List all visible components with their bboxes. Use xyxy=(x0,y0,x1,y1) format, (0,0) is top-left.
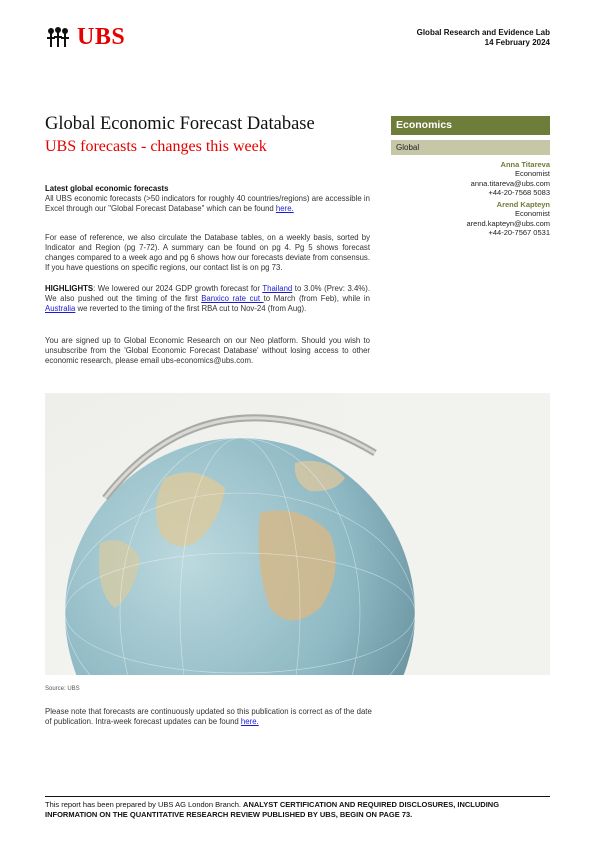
region-bar: Global xyxy=(391,140,550,155)
author-name: Anna Titareva xyxy=(500,160,550,169)
category-bar: Economics xyxy=(391,116,550,135)
section-heading: Latest global economic forecasts xyxy=(45,184,169,193)
australia-link[interactable]: Australia xyxy=(45,304,76,314)
footer-divider xyxy=(45,796,550,797)
logo-wordmark: UBS xyxy=(77,24,126,50)
page-subtitle: UBS forecasts - changes this week xyxy=(45,138,267,155)
report-date: 14 February 2024 xyxy=(484,38,550,47)
forecast-database-link[interactable]: here. xyxy=(275,204,294,214)
intra-week-updates-link[interactable]: here. xyxy=(240,717,259,727)
author-name: Arend Kapteyn xyxy=(496,200,550,210)
intro-section xyxy=(45,184,370,214)
highlights-paragraph: HIGHLIGHTS: We lowered our 2024 GDP growth forecast for Thailand to 3.0% (Prev: 3.4%). We also pushed out the timing of the first Banxico rate cut to March (from Feb), while in Australia we reverted to the timing of the first RBA cut to Nov-24 (from Aug). xyxy=(45,284,370,314)
author-role: Economist xyxy=(514,169,550,179)
globe-illustration xyxy=(45,393,550,675)
keys-logo-icon xyxy=(45,27,71,49)
banxico-link[interactable]: Banxico rate cut xyxy=(201,294,264,304)
report-header-info xyxy=(417,28,550,48)
disclosure-footer: This report has been prepared by UBS AG London Branch. ANALYST CERTIFICATION AND REQUIRED DISCLOSURES, INCLUDING INFORMATION ON THE QUANTITATIVE RESEARCH REVIEW PUBLISHED BY UBS, BEGIN ON PAGE 73. xyxy=(45,800,500,819)
page-title: Global Economic Forecast Database xyxy=(45,114,315,134)
globe-photo xyxy=(45,393,550,675)
intro-paragraph: All UBS economic forecasts (>50 indicators for roughly 40 countries/regions) are accessible in Excel through our "Global Forecast Database" which can be found here. xyxy=(45,194,370,214)
update-note: Please note that forecasts are continuously updated so this publication is correct as of the date of publication. Intra-week forecast updates can be found here. xyxy=(45,707,372,727)
unsubscribe-paragraph: You are signed up to Global Economic Research on our Neo platform. Should you wish to unsubscribe from the 'Global Economic Forecast Database' without losing access to other economic research, please email ubs-economics@ubs.com. xyxy=(45,336,370,366)
reference-paragraph: For ease of reference, we also circulate the Database tables, on a weekly basis, sorted by Indicator and Region (pg 7-72). A summary can be found on pg 4. Pg 5 shows forecast changes compared to a week ago and pg 6 shows how our forecasts deviate from consensus. If you have questions on specific regions, our contact list is on pg 73. xyxy=(45,233,370,273)
highlights-label: HIGHLIGHTS xyxy=(45,284,94,293)
author-email[interactable]: anna.titareva@ubs.com xyxy=(470,178,550,188)
author-role: Economist xyxy=(514,209,550,219)
ubs-logo xyxy=(45,24,125,51)
thailand-link[interactable]: Thailand xyxy=(262,284,293,293)
author-email[interactable]: arend.kapteyn@ubs.com xyxy=(466,218,550,228)
lab-name: Global Research and Evidence Lab xyxy=(416,28,550,37)
author-phone: +44-20-7567 0531 xyxy=(488,228,550,238)
author-contacts xyxy=(467,160,551,237)
figure-source: Source: UBS xyxy=(45,686,80,692)
author-phone: +44-20-7568 5083 xyxy=(488,187,550,197)
